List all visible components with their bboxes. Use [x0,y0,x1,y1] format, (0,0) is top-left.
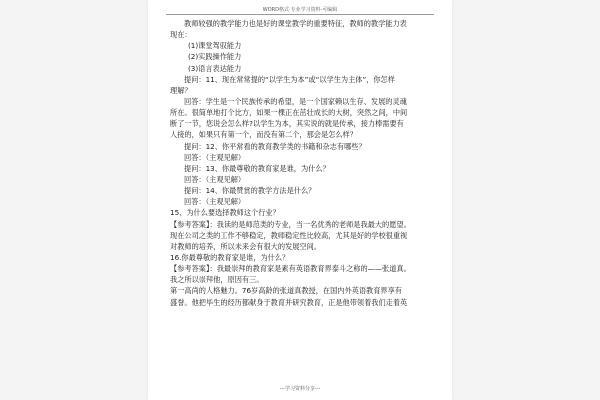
text-line: 现在公司之类的工作不够稳定，教师稳定性比较高，尤其是好的学校很重视 [170,230,408,240]
text-line: (1)课堂驾驭能力 [188,41,242,51]
header-divider [166,14,434,15]
text-line: 回答：（主观见解） [184,152,246,162]
text-line: 断了一节，您说会怎么样?以学生为本，其实说的就是传承，接力棒需要有 [170,119,404,129]
text-line: 对教师的培养，所以未来会有很大的发展空间。 [170,241,321,251]
text-line: 提问：14、你最赞赏的教学方法是什么？ [184,186,316,196]
text-line: 理解？ [170,85,192,95]
text-line: 回答：学生是一个民族传承的希望，是一个国家赖以生存、发展的灵魂 [184,96,407,106]
page-footer: ---学习资料分享--- [279,386,321,392]
text-line: 我之所以崇拜他，原因有三。 [170,275,264,285]
document-page [148,0,452,400]
text-line: 提问：13、你最尊敬的教育家是谁，为什么？ [184,163,330,173]
document-body [170,18,440,308]
text-line: 回答：（主观见解） [184,174,246,184]
text-line: 15、为什么要选择教师这个行业？ [170,208,280,218]
text-line: 人接的，如果只有第一个，而没有第二个，那会是怎么样？ [170,130,357,140]
text-line: 提问：12、你平常看的教育教学类的书籍和杂志有哪些？ [184,141,366,151]
text-line: 教师较强的教学能力也是好的课堂教学的重要特征，教师的教学能力表 [184,19,407,28]
text-line: 所在。很简单地打个比方，如果一棵正在茁壮成长的大树，突然之间，中间 [170,108,408,118]
text-line: 盛誉。他把毕生的经历都献身于教育并研究教育，正是他带领着我们走着英 [170,297,408,307]
text-line: 【参考答案】：我读的是师范类的专业，当一名优秀的老师是我最大的愿望。 [170,219,411,229]
text-line: 【参考答案】：我最崇拜的教育家是素有英语教育界泰斗之称的——张道真。 [170,264,411,274]
text-line: 16.你最尊敬的教育家是谁，为什么？ [170,252,290,262]
page-header: WORD格式·专业学习资料·可编辑 [262,7,338,13]
text-line: (2)实践操作能力 [188,52,242,62]
text-line: 提问：11、现在常常提的“以学生为本”或“以学生为主体”，你怎样 [184,74,395,84]
text-line: (3)语言表达能力 [188,63,242,73]
text-line: 回答：（主观见解） [184,197,246,207]
text-line: 第一高尚的人格魅力。76岁高龄的张道真教授，在国内外英语教育界享有 [170,286,402,296]
text-line: 现在： [170,30,192,40]
